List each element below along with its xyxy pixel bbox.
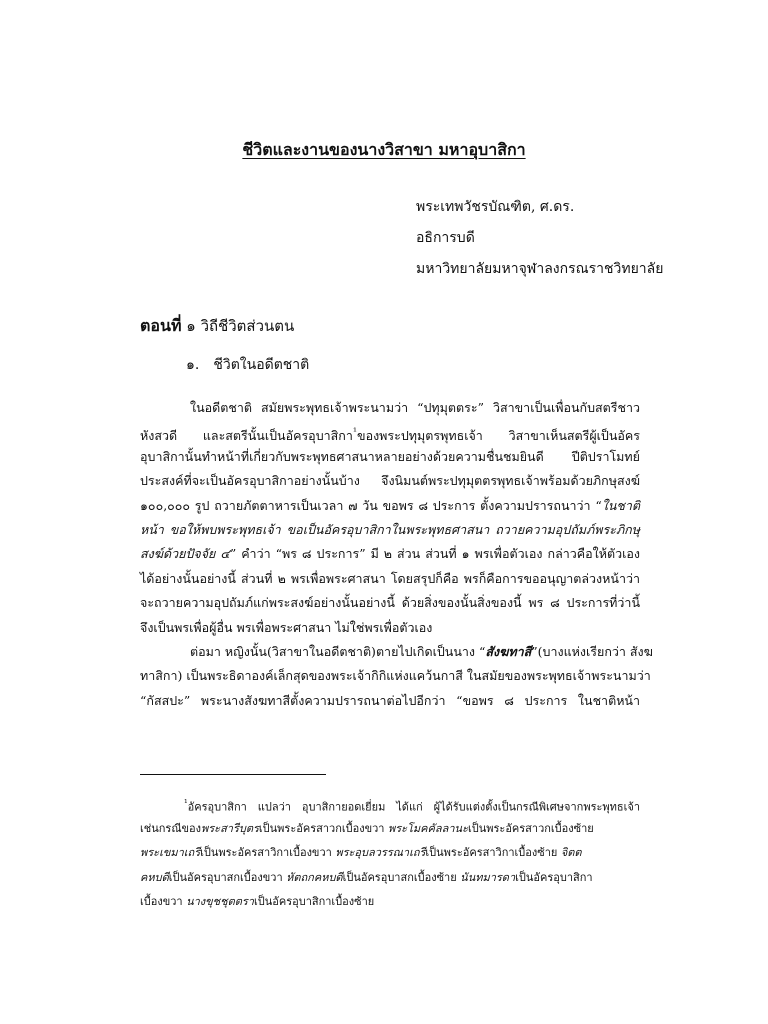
author-block [416, 195, 663, 288]
footnote-line [140, 866, 640, 891]
body-text-run: จึงเป็นพรเพื่อผู้อื่น พรเพื่อพระศาสนา ไม่ใช่พรเพื่อตัวเอง [140, 619, 433, 635]
footnote-text: เป็นอัครอุบาสกเบื้องซ้าย [342, 870, 461, 884]
body-line [140, 396, 640, 420]
author-affiliation: มหาวิทยาลัยมหาจุฬาลงกรณราชวิทยาลัย [416, 261, 664, 277]
body-line [140, 469, 640, 493]
footnote-text: เป็นอัครอุบาสกเบื้องขวา [168, 870, 287, 884]
body-line [140, 616, 640, 640]
footnote-italic: คหบดี [140, 870, 169, 884]
body-text [140, 396, 653, 713]
footnote-text: เป็นพระอัครสาวกเบื้องขวา [258, 821, 388, 835]
section-title: วิถีชีวิตส่วนตน [200, 317, 295, 335]
body-text-run: ทาสิกา) เป็นพระธิดาองค์เล็กสุดของพระเจ้ากิกิแห่งแคว้นกาสี ในสมัยของพระพุทธเจ้าพระนามว่า [140, 668, 651, 684]
body-text-run: ประสงค์ที่จะเป็นอัครอุบาสิกาอย่างนั้นบ้าง จึงนิมนต์พระปทุมุตตรพุทธเจ้าพร้อมด้วยภิกษุสงฆ์ [140, 473, 640, 489]
footnote-italic: นันทมารดา [460, 870, 516, 884]
body-text-italic: ในชาติ [601, 497, 640, 513]
footnote-italic: พระโมคคัลลานะ [387, 821, 468, 835]
footnote-line [140, 841, 640, 866]
body-line [140, 420, 640, 444]
body-line [140, 689, 640, 713]
footnote-text: เป็นพระอัครสาวิกาเบื้องซ้าย [425, 846, 561, 859]
footnote [140, 792, 640, 915]
body-text-run: จะถวายความอุปถัมภ์แก่พระสงฆ์อย่างนั้นอย่างนี้ ด้วยสิ่งของนั้นสิ่งของนี้ พร ๘ ประการที่ว่านี้ [140, 595, 640, 611]
document-title: ชีวิตและงานของนางวิสาขา มหาอุบาสิกา [242, 140, 526, 159]
body-line [140, 664, 651, 688]
footnote-text: เป็นพระอัครสาวิกาเบื้องขวา [200, 846, 336, 859]
footnote-line [140, 890, 640, 915]
footnote-divider [140, 774, 326, 775]
body-line [140, 542, 640, 566]
footnote-italic: จิตต [560, 846, 582, 859]
footnote-text: เช่นกรณีของ [140, 821, 202, 835]
footnote-italic: หัตถกคหบดี [286, 870, 343, 884]
section-label: ตอนที่ [140, 316, 182, 335]
footnote-italic: นางขุชชุตตรา [186, 895, 254, 908]
body-line [140, 494, 640, 518]
footnote-line [140, 817, 640, 842]
body-line [140, 567, 640, 591]
body-line [140, 445, 640, 469]
subsection-number: ๑. [186, 357, 200, 373]
footnote-ref: ¹ [352, 426, 358, 439]
footnote-text: เบื้องขวา [140, 895, 187, 908]
footnote-text: อัครอุบาสิกา แปลว่า อุบาสิกายอดเยี่ยม ได้แก่ ผู้ได้รับแต่งตั้งเป็นกรณีพิเศษจากพระพุทธเจ้า [187, 800, 640, 814]
footnote-text: เป็นอัครอุบาสิกาเบื้องซ้าย [253, 895, 375, 908]
body-text-run: ๑๐๐,๐๐๐ รูป ถวายภัตตาหารเป็นเวลา ๗ วัน ขอพร ๘ ประการ ตั้งความปรารถนาว่า “ [140, 497, 602, 513]
body-text-run: ได้อย่างนั้นอย่างนี้ ส่วนที่ ๒ พรเพื่อพระศาสนา โดยสรุปก็คือ พรก็คือการขออนุญาตล่วงหน้าว่า [140, 570, 640, 586]
body-text-run: อุบาสิกานั้นทำหน้าที่เกี่ยวกับพระพุทธศาสนาหลายอย่างด้วยความชื่นชมยินดี ปีติปราโมทย์ [140, 448, 640, 464]
footnote-text: เป็นอัครอุบาสิกา [515, 870, 593, 884]
author-position: อธิการบดี [416, 230, 475, 246]
section-number: ๑ [186, 317, 196, 335]
body-text-run: ”(บางแห่งเรียกว่า สังฆ [531, 643, 653, 659]
footnote-italic: พระเขมาเถรี [140, 846, 201, 859]
body-text-run: หังสวดี และสตรีนั้นเป็นอัครอุบาสิกา [140, 428, 353, 444]
author-name: พระเทพวัชรบัณฑิต, ศ.ดร. [416, 199, 575, 215]
body-text-emphasis: สังฆทาสี [485, 643, 532, 659]
body-line [140, 640, 653, 664]
body-line [140, 591, 640, 615]
body-line [140, 518, 640, 542]
subsection-heading [186, 354, 309, 376]
body-text-italic: หน้า ขอให้พบพระพุทธเจ้า ขอเป็นอัครอุบาสิกาในพระพุทธศาสนา ถวายความอุปถัมภ์พระภิกษุ [140, 521, 640, 537]
footnote-marker: ¹ [184, 798, 188, 809]
body-text-run: ของพระปทุมุตรพุทธเจ้า วิสาขาเห็นสตรีผู้เป็นอัคร [357, 428, 640, 444]
body-text-run: ต่อมา หญิงนั้น(วิสาขาในอดีตชาติ)ตายไปเกิดเป็นนาง “ [190, 643, 486, 659]
body-text-run: ในอดีตชาติ สมัยพระพุทธเจ้าพระนามว่า “ปทุมุตตระ” วิสาขาเป็นเพื่อนกับสตรีชาว [190, 400, 640, 415]
footnote-line [140, 792, 640, 817]
body-text-run: “กัสสปะ” พระนางสังฆทาสีตั้งความปรารถนาต่อไปอีกว่า “ขอพร ๘ ประการ ในชาติหน้า [140, 692, 640, 708]
footnote-italic: พระสารีบุตร [201, 821, 259, 835]
footnote-text: เป็นพระอัครสาวกเบื้องซ้าย [467, 821, 594, 835]
section-heading [140, 314, 294, 339]
body-text-run: ” คำว่า “พร ๘ ประการ” มี ๒ ส่วน ส่วนที่ ๑ พรเพื่อตัวเอง กล่าวคือให้ตัวเอง [229, 546, 641, 562]
footnote-italic: พระอุบลวรรณาเถรี [335, 846, 426, 859]
body-text-italic: สงฆ์ด้วยปัจจัย ๔ [140, 546, 230, 562]
subsection-title: ชีวิตในอดีตชาติ [213, 357, 310, 373]
